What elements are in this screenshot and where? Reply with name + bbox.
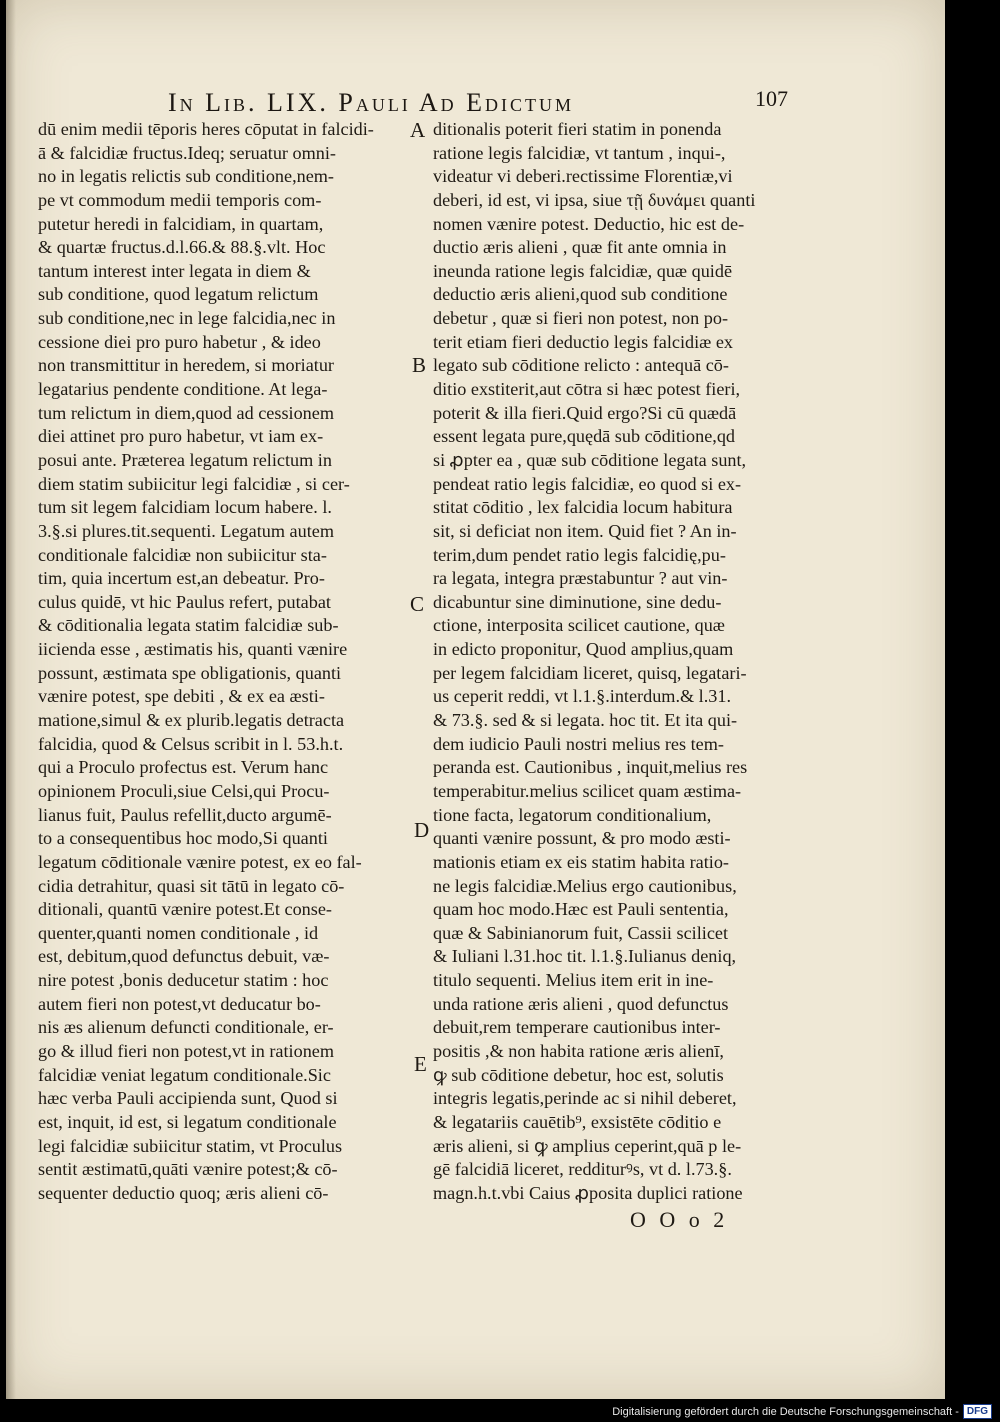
text-line: autem fieri non potest,vt deducatur bo- [38, 993, 321, 1014]
text-line: pe vt commodum medii temporis com- [38, 189, 322, 210]
left-text-column [38, 118, 404, 1205]
text-line: dicabuntur sine diminutione, sine dedu- [433, 591, 722, 612]
footer-text: Digitalisierung gefördert durch die Deutsche Forschungsgemeinschaft - [612, 1405, 959, 1418]
text-line: & 73.§. sed & si legata. hoc tit. Et ita qui- [433, 710, 738, 731]
text-line: integris legatis,perinde ac si nihil deberet, [433, 1088, 737, 1109]
text-line: diei attinet pro puro habetur, vt iam ex- [38, 426, 324, 447]
text-line: sentit æstimatū,quāti vænire potest;& cō- [38, 1159, 338, 1180]
text-line: ineunda ratione legis falcidiæ, quæ quidē [433, 260, 733, 281]
text-line: æris alieni, si ꝙ amplius ceperint,quā p le- [433, 1135, 742, 1156]
text-line: opinionem Proculi,siue Celsi,qui Procu- [38, 780, 330, 801]
printer-signature: O O o 2 [630, 1207, 729, 1232]
text-line: est, inquit, id est, si legatum conditionale [38, 1111, 337, 1132]
text-line: no in legatis relictis sub conditione,nem- [38, 166, 334, 187]
text-line: us ceperit reddi, vt l.1.§.interdum.& l.31. [433, 686, 732, 707]
text-line: peranda est. Cautionibus , inquit,melius res [433, 757, 748, 778]
text-line: tum relictum in diem,quod ad cessionem [38, 402, 334, 423]
text-line: sit, si deficiat non item. Quid fiet ? An in- [433, 520, 737, 541]
margin-letter-e: E [414, 1052, 427, 1076]
text-line: ductio æris alieni , quæ fit ante omnia in [433, 237, 727, 258]
text-line: ditio exstiterit,aut cōtra si hæc potest fieri, [433, 379, 741, 400]
text-line: conditionale falcidiæ non subiicitur sta- [38, 544, 327, 565]
text-line: unda ratione æris alieni , quod defunctus [433, 993, 729, 1014]
right-text-column [433, 118, 795, 1205]
text-line: mationis etiam ex eis statim habita ratio- [433, 851, 729, 872]
text-line: hæc verba Pauli accipienda sunt, Quod si [38, 1088, 338, 1109]
text-line: & Iuliani l.31.hoc tit. l.1.§.Iulianus deniq, [433, 946, 737, 967]
text-line: temperabitur.melius scilicet quam æstima- [433, 780, 742, 801]
text-line: tione facta, legatorum conditionalium, [433, 804, 712, 825]
gutter-shadow [6, 0, 16, 1399]
text-line: diem statim subiicitur legi falcidiæ , si cer- [38, 473, 350, 494]
text-line: sub conditione,nec in lege falcidia,nec in [38, 308, 336, 329]
text-line: quenter,quanti nomen conditionale , id [38, 922, 319, 943]
text-line: & quartæ fructus.d.l.66.& 88.§.vlt. Hoc [38, 237, 326, 258]
text-line: in edicto proponitur, Quod amplius,quam [433, 639, 734, 660]
text-line: per legem falcidiam liceret, quisq, legatari- [433, 662, 747, 683]
text-line: ne legis falcidiæ.Melius ergo cautionibus, [433, 875, 737, 896]
text-line: legatarius pendente conditione. At lega- [38, 379, 328, 400]
text-line: legatum cōditionale vænire potest, ex eo fal- [38, 851, 362, 872]
text-line: to a consequentibus hoc modo,Si quanti [38, 828, 328, 849]
margin-letter-b: B [412, 353, 427, 377]
text-line: quam hoc modo.Hæc est Pauli sententia, [433, 899, 729, 920]
text-line: falcidia, quod & Celsus scribit in l. 53.h.t. [38, 733, 344, 754]
text-line: quanti vænire possunt, & pro modo æsti- [433, 828, 731, 849]
text-line: est, debitum,quod defunctus debuit, væ- [38, 946, 330, 967]
text-line: magn.h.t.vbi Caius ꝓposita duplici ratione [433, 1182, 743, 1203]
text-line: cessione diei pro puro habetur , & ideo [38, 331, 321, 352]
text-line: nomen vænire potest. Deductio, hic est de- [433, 213, 745, 234]
text-line: matione,simul & ex plurib.legatis detracta [38, 710, 345, 731]
text-line: poterit & illa fieri.Quid ergo?Si cū quædā [433, 402, 737, 423]
text-line: culus quidē, vt hic Paulus refert, putabat [38, 591, 331, 612]
text-line: tum sit legem falcidiam locum habere. l. [38, 497, 332, 518]
text-line: 3.§.si plures.tit.sequenti. Legatum autem [38, 520, 334, 541]
text-line: & cōditionalia legata statim falcidiæ sub- [38, 615, 339, 636]
text-line: nis æs alienum defuncti conditionale, er- [38, 1017, 334, 1038]
text-line: qui a Proculo profectus est. Verum hanc [38, 757, 329, 778]
text-line: ctione, interposita scilicet cautione, quæ [433, 615, 725, 636]
text-line: essent legata pure,quędā sub cōditione,qd [433, 426, 736, 447]
running-head: In Lib. LIX. Pauli Ad Edictum [168, 88, 575, 117]
margin-letter-c: C [410, 592, 425, 616]
text-line: iicienda esse , æstimatis his, quanti vænire [38, 639, 348, 660]
text-line: sequenter deductio quoq; æris alieni cō- [38, 1182, 329, 1203]
text-line: dem iudicio Pauli nostri melius res tem- [433, 733, 724, 754]
text-line: pendeat ratio legis falcidiæ, eo quod si ex- [433, 473, 742, 494]
text-line: debuit,rem temperare cautionibus inter- [433, 1017, 721, 1038]
text-line: sub conditione, quod legatum relictum [38, 284, 319, 305]
text-line: stitat cōditio , lex falcidia locum habitura [433, 497, 733, 518]
text-line: legi falcidiæ subiicitur statim, vt Proculus [38, 1135, 343, 1156]
text-line: terim,dum pendet ratio legis falcidię,pu- [433, 544, 726, 565]
dfg-logo: DFG [963, 1404, 992, 1419]
text-line: ratione legis falcidiæ, vt tantum , inqui-, [433, 142, 726, 163]
text-line: falcidiæ veniat legatum conditionale.Sic [38, 1064, 331, 1085]
text-line: ra legata, integra præstabuntur ? aut vin- [433, 568, 728, 589]
text-line: & legatariis cauētib⁹, exsistēte cōditio e [433, 1111, 722, 1132]
margin-letter-a: A [410, 118, 426, 142]
text-line: deberi, id est, vi ipsa, siue τῇ δυνάμει quanti [433, 189, 756, 210]
text-line: tim, quia incertum est,an debeatur. Pro- [38, 568, 325, 589]
text-line: ditionali, quantū vænire potest.Et conse- [38, 899, 332, 920]
text-line: vænire potest, spe debiti , & ex ea æsti- [38, 686, 325, 707]
text-line: positis ,& non habita ratione æris alienī, [433, 1040, 724, 1061]
text-line: tantum interest inter legata in diem & [38, 260, 311, 281]
text-line: legato sub cōditione relicto : antequā cō- [433, 355, 729, 376]
text-line: nire potest ,bonis deducetur statim : hoc [38, 970, 329, 991]
text-line: debetur , quæ si fieri non potest, non po- [433, 308, 728, 329]
text-line: quæ & Sabinianorum fuit, Cassii scilicet [433, 922, 729, 943]
text-line: ꝙ sub cōditione debetur, hoc est, solutis [433, 1064, 724, 1085]
text-line: terit etiam fieri deductio legis falcidiæ ex [433, 331, 733, 352]
text-line: ditionalis poterit fieri statim in ponenda [433, 119, 722, 139]
text-line: go & illud fieri non potest,vt in rationem [38, 1040, 335, 1061]
text-line: non transmittitur in heredem, si moriatur [38, 355, 334, 376]
digitization-footer [612, 1404, 992, 1419]
text-line: putetur heredi in falcidiam, in quartam, [38, 213, 324, 234]
text-line: cidia detrahitur, quasi sit tātū in legato cō- [38, 875, 345, 896]
text-line: lianus fuit, Paulus refellit,ducto argumē- [38, 804, 332, 825]
margin-letter-d: D [414, 818, 430, 842]
text-line: dū enim medii tēporis heres cōputat in falcidi- [38, 119, 374, 139]
text-line: gē falcidiā liceret, redditurꝰs, vt d. l.73.§. [433, 1159, 732, 1180]
page-number: 107 [755, 86, 788, 111]
text-line: ā & falcidiæ fructus.Ideq; seruatur omni- [38, 142, 336, 163]
text-line: posui ante. Præterea legatum relictum in [38, 449, 332, 470]
text-line: titulo sequenti. Melius item erit in ine- [433, 970, 714, 991]
text-line: deductio æris alieni,quod sub conditione [433, 284, 728, 305]
text-line: si ꝓpter ea , quæ sub cōditione legata sunt, [433, 449, 747, 470]
text-line: videatur vi deberi.rectissime Florentiæ,vi [433, 166, 733, 187]
text-line: possunt, æstimata spe obligationis, quanti [38, 662, 342, 683]
